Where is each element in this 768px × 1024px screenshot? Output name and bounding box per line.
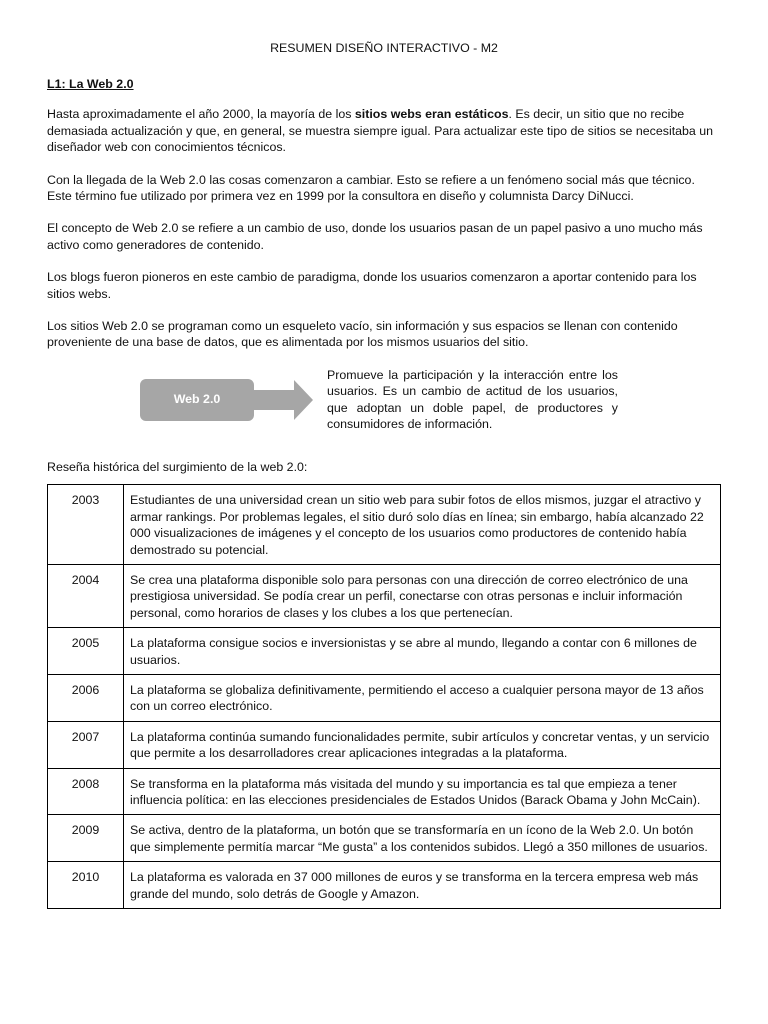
history-year: 2006 xyxy=(48,674,124,721)
paragraph-blogs: Los blogs fueron pioneros en este cambio de paradigma, donde los usuarios comenzaron a aportar contenido para los sitios webs. xyxy=(47,270,697,301)
history-year: 2003 xyxy=(48,485,124,565)
history-year: 2009 xyxy=(48,815,124,862)
web2-arrow-label: Web 2.0 xyxy=(173,391,221,406)
history-text: La plataforma es valorada en 37 000 millones de euros y se transforma en la tercera empresa web más grande del mundo, solo detrás de Google y Amazon. xyxy=(124,862,721,909)
web2-diagram xyxy=(47,367,721,441)
history-year: 2007 xyxy=(48,721,124,768)
table-row xyxy=(48,815,721,862)
history-text: La plataforma consigue socios e inversionistas y se abre al mundo, llegando a contar con 6 millones de usuarios. xyxy=(124,628,721,675)
history-text: Se transforma en la plataforma más visitada del mundo y su importancia es tal que empieza a tener influencia política: en las elecciones presidenciales de Estados Unidos (Barack Obama y John McCain). xyxy=(124,768,721,815)
table-row xyxy=(48,721,721,768)
table-row xyxy=(48,628,721,675)
paragraph-intro-end: . Es decir, un sitio que no recibe demasiada actualización y que, en general, se muestra siempre igual. Para actualizar este tipo de sitios se necesitaba un diseñador web con conocimientos técnicos. xyxy=(47,107,714,155)
history-text: La plataforma continúa sumando funcionalidades permite, subir artículos y concretar ventas, y un servicio que permite a los desarrolladores crear aplicaciones integradas a la plataforma. xyxy=(124,721,721,768)
history-year: 2008 xyxy=(48,768,124,815)
section-title: L1: La Web 2.0 xyxy=(47,77,134,91)
history-year: 2005 xyxy=(48,628,124,675)
history-text: Estudiantes de una universidad crean un sitio web para subir fotos de ellos mismos, juzgar el atractivo y armar rankings. Por problemas legales, el sitio duró solo días en línea; sin embargo, había alcanzado 22 000 visualizaciones de imágenes y el concepto de los usuarios como productores de contenido había demostrado su potencial. xyxy=(124,485,721,565)
table-row xyxy=(48,674,721,721)
paragraph-web2-arrival: Con la llegada de la Web 2.0 las cosas comenzaron a cambiar. Esto se refiere a un fenómeno social más que técnico. Este término fue utilizado por primera vez en 1999 por la consultora en diseño y columnista Darcy DiNucci. xyxy=(47,172,695,204)
table-row xyxy=(48,862,721,909)
table-row xyxy=(48,768,721,815)
web2-arrow xyxy=(140,379,315,423)
history-text: Se activa, dentro de la plataforma, un botón que se transformaría en un ícono de la Web 2.0. Un botón que simplemente permitía marcar “Me gusta” a los contenidos subidos. Llegó a 350 millones de usuarios. xyxy=(124,815,721,862)
document-title: RESUMEN DISEÑO INTERACTIVO - M2 xyxy=(270,41,498,55)
history-text: Se crea una plataforma disponible solo para personas con una dirección de correo electrónico de una prestigiosa universidad. Se podía crear un perfil, conectarse con otras personas e incluir información personal, como horarios de clases y los clubes a los que pertenecían. xyxy=(124,564,721,627)
table-row xyxy=(48,564,721,627)
paragraph-intro-bold: sitios webs eran estáticos xyxy=(354,107,509,122)
history-year: 2004 xyxy=(48,564,124,627)
table-row xyxy=(48,485,721,565)
history-text: La plataforma se globaliza definitivamente, permitiendo el acceso a cualquier persona mayor de 13 años con un correo electrónico. xyxy=(124,674,721,721)
history-title: Reseña histórica del surgimiento de la web 2.0: xyxy=(47,459,308,474)
history-table xyxy=(47,484,721,909)
paragraph-intro-start: Hasta aproximadamente el año 2000, la mayoría de los xyxy=(47,107,355,122)
document-page xyxy=(47,40,721,909)
paragraph-intro xyxy=(47,106,721,155)
paragraph-web2-concept: El concepto de Web 2.0 se refiere a un cambio de uso, donde los usuarios pasan de un papel pasivo a uno mucho más activo como generadores de contenido. xyxy=(47,221,703,252)
history-year: 2010 xyxy=(48,862,124,909)
paragraph-web2-sites: Los sitios Web 2.0 se programan como un esqueleto vacío, sin información y sus espacios se llenan con contenido proveniente de una base de datos, que es alimentada por los mismos usuarios del sitio. xyxy=(47,319,678,350)
web2-description: Promueve la participación y la interacción entre los usuarios. Es un cambio de actitud de los usuarios, que adoptan un doble papel, de productores y consumidores de información. xyxy=(327,367,618,432)
